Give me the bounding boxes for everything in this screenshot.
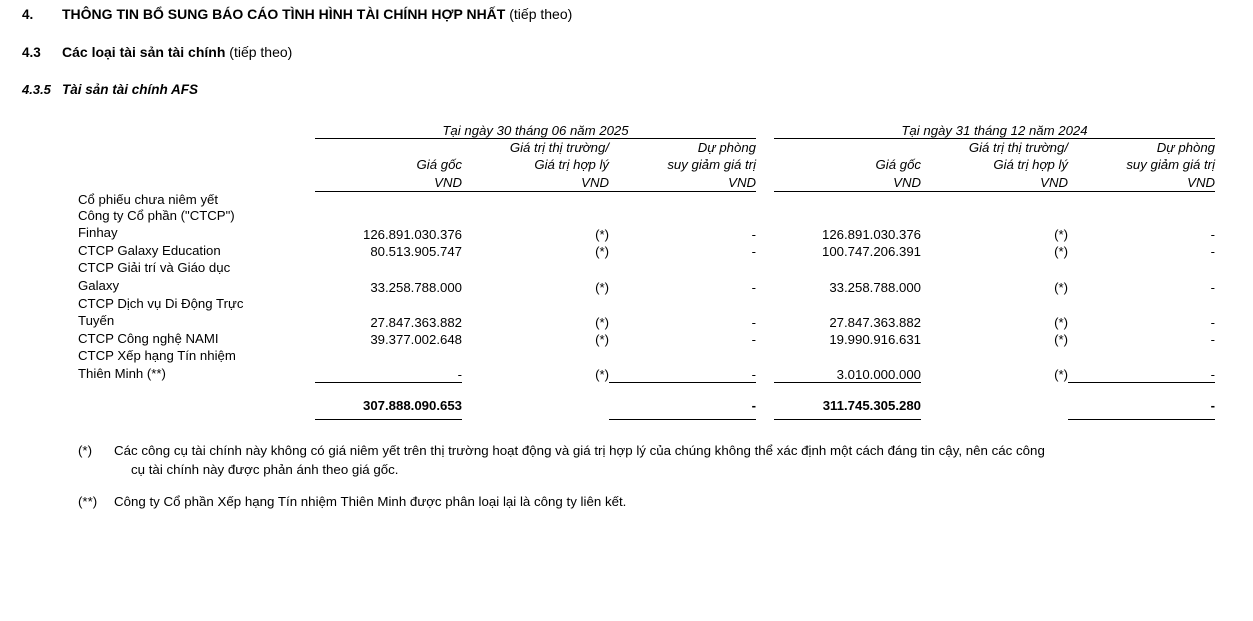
col-header-provision-2025 (609, 139, 756, 192)
galaxy-education-cost-2025: 80.513.905.747 (370, 244, 462, 260)
section-heading-4-3 (0, 44, 1253, 60)
table-row (78, 330, 1215, 348)
galaxy-education-market-2024: (*) (1054, 244, 1068, 260)
row-label-galaxy-entertainment-line1: CTCP Giải trí và Giáo dục (78, 260, 231, 276)
table-row (78, 259, 1215, 294)
nami-market-2024: (*) (1054, 332, 1068, 348)
row-label-finhay-line2: Finhay (78, 225, 118, 241)
momo-cost-2024: 27.847.363.882 (829, 314, 921, 330)
galaxy-education-market-2025: (*) (595, 244, 609, 260)
total-label (78, 389, 315, 415)
total-cost-2025: 307.888.090.653 (362, 397, 462, 413)
col-header-market-2024-unit: VND (1040, 174, 1068, 190)
thien-minh-provision-2024: - (1210, 366, 1215, 382)
total-row (78, 389, 1215, 415)
footnote-body-1 (114, 442, 1193, 480)
momo-market-2024: (*) (1054, 314, 1068, 330)
footnote-marker-1: (*) (78, 442, 93, 458)
footnote-double-star (78, 493, 1193, 512)
row-label-finhay (78, 207, 315, 242)
footnotes (0, 442, 1253, 513)
row-label-thien-minh-line2: Thiên Minh (**) (78, 365, 166, 381)
finhay-market-2025: (*) (595, 226, 609, 242)
finhay-market-2024: (*) (1054, 226, 1068, 242)
col-header-cost-2024 (774, 139, 921, 192)
total-market-2025 (462, 389, 609, 415)
col-header-cost-2024-line1: Giá gốc (875, 157, 921, 173)
heading-suffix-4: (tiếp theo) (505, 6, 573, 22)
galaxy-entertainment-provision-2025: - (751, 279, 756, 295)
row-label-giai-tri-giao-duc-galaxy (78, 259, 315, 294)
document-page (0, 6, 1253, 621)
table-row (78, 242, 1215, 260)
heading-title-4-3: Các loại tài sản tài chính (62, 44, 226, 60)
total-market-2024 (921, 389, 1068, 415)
total-bottom-rule-row (78, 415, 1215, 420)
galaxy-entertainment-market-2025: (*) (595, 279, 609, 295)
heading-suffix-4-3: (tiếp theo) (225, 44, 293, 60)
galaxy-entertainment-market-2024: (*) (1054, 279, 1068, 295)
group-title-unlisted-shares: Cổ phiếu chưa niêm yết (78, 191, 219, 207)
galaxy-entertainment-cost-2024: 33.258.788.000 (829, 279, 921, 295)
column-header-row (78, 139, 1215, 192)
galaxy-education-provision-2025: - (751, 244, 756, 260)
thien-minh-market-2025: (*) (595, 367, 609, 383)
nami-cost-2024: 19.990.916.631 (829, 332, 921, 348)
momo-cost-2025: 27.847.363.882 (370, 314, 462, 330)
col-header-market-2025-line1: Giá trị thị trường/ (509, 140, 609, 155)
afs-table-container (0, 123, 1253, 420)
table-row (78, 295, 1215, 330)
footnote-2-line1: Công ty Cổ phần Xếp hạng Tín nhiệm Thiên Minh được phân loại lại là công ty liên kết. (114, 494, 627, 510)
row-label-momo-line2: Tuyến (78, 313, 115, 329)
thien-minh-cost-2024: 3.010.000.000 (836, 366, 921, 382)
thien-minh-market-2024: (*) (1054, 367, 1068, 383)
col-header-market-2024-line1: Giá trị thị trường/ (968, 140, 1068, 155)
col-header-provision-2024 (1068, 139, 1215, 192)
col-header-cost-2025 (315, 139, 462, 192)
col-header-market-2025-line2: Giá trị hợp lý (534, 157, 609, 173)
galaxy-education-cost-2024: 100.747.206.391 (821, 244, 921, 260)
col-header-cost-2024-unit: VND (893, 174, 921, 190)
heading-text-4-3 (62, 44, 292, 60)
nami-provision-2025: - (751, 332, 756, 348)
heading-title-4: THÔNG TIN BỔ SUNG BÁO CÁO TÌNH HÌNH TÀI CHÍNH HỢP NHẤT (62, 6, 506, 22)
footnote-1-line1: Các công cụ tài chính này không có giá niêm yết trên thị trường hoạt động và giá trị hợp lý của chúng không thể xác định một cách đáng tin cậy, nên các công (114, 442, 1045, 458)
table-row (78, 347, 1215, 382)
total-provision-2024: - (1210, 397, 1215, 413)
afs-financial-table (78, 123, 1215, 420)
total-underline-cost-2025 (315, 415, 462, 420)
row-label-thien-minh-line1: CTCP Xếp hạng Tín nhiệm (78, 348, 236, 364)
col-header-market-2024 (921, 139, 1068, 192)
total-underline-provision-2024 (1068, 415, 1215, 420)
period-header-row (78, 123, 1215, 138)
heading-number-4-3-5: 4.3.5 (22, 82, 51, 97)
section-heading-4 (0, 6, 1253, 22)
footnote-1-line2: cụ tài chính này được phản ánh theo giá gốc. (131, 461, 399, 477)
heading-number-4: 4. (22, 7, 34, 22)
period-header-2025: Tại ngày 30 tháng 06 năm 2025 (442, 123, 629, 138)
momo-market-2025: (*) (595, 314, 609, 330)
row-label-finhay-line1: Công ty Cổ phần ("CTCP") (78, 207, 235, 223)
row-label-nami: CTCP Công nghệ NAMI (78, 330, 219, 346)
finhay-cost-2025: 126.891.030.376 (362, 226, 462, 242)
col-header-provision-2025-line2: suy giảm giá trị (667, 157, 756, 173)
row-label-momo-line1: CTCP Dịch vụ Di Động Trực (78, 295, 244, 311)
period-header-2024: Tại ngày 31 tháng 12 năm 2024 (901, 123, 1088, 138)
heading-text-4 (62, 6, 572, 22)
finhay-provision-2024: - (1210, 226, 1215, 242)
thien-minh-provision-2025: - (751, 366, 756, 382)
col-header-provision-2025-line1: Dự phòng (697, 140, 756, 155)
footnote-body-2 (114, 493, 1193, 512)
finhay-cost-2024: 126.891.030.376 (821, 226, 921, 242)
galaxy-education-provision-2024: - (1210, 244, 1215, 260)
total-underline-cost-2024 (774, 415, 921, 420)
finhay-provision-2025: - (751, 226, 756, 242)
nami-market-2025: (*) (595, 332, 609, 348)
table-row (78, 207, 1215, 242)
row-label-thien-minh (78, 347, 315, 382)
col-header-provision-2024-line2: suy giảm giá trị (1126, 157, 1215, 173)
galaxy-entertainment-provision-2024: - (1210, 279, 1215, 295)
section-heading-4-3-5 (0, 82, 1253, 97)
footnote-single-star (78, 442, 1193, 480)
thien-minh-cost-2025: - (457, 366, 462, 382)
col-header-cost-2025-line1: Giá gốc (416, 157, 462, 173)
col-header-market-2025-unit: VND (581, 174, 609, 190)
nami-provision-2024: - (1210, 332, 1215, 348)
footnote-marker-2: (**) (78, 494, 98, 510)
row-label-galaxy-education: CTCP Galaxy Education (78, 242, 221, 258)
total-cost-2024: 311.745.305.280 (822, 397, 921, 413)
col-header-market-2024-line2: Giá trị hợp lý (993, 157, 1068, 173)
row-label-galaxy-entertainment-line2: Galaxy (78, 277, 120, 293)
total-underline-provision-2025 (609, 415, 756, 420)
col-header-provision-2025-unit: VND (728, 174, 756, 190)
col-header-provision-2024-unit: VND (1187, 174, 1215, 190)
momo-provision-2024: - (1210, 314, 1215, 330)
col-header-market-2025 (462, 139, 609, 192)
col-header-provision-2024-line1: Dự phòng (1156, 140, 1215, 155)
total-provision-2025: - (751, 397, 756, 413)
heading-number-4-3: 4.3 (22, 45, 41, 60)
col-header-cost-2025-unit: VND (434, 174, 462, 190)
nami-cost-2025: 39.377.002.648 (370, 332, 462, 348)
row-label-dich-vu-di-dong-truc-tuyen (78, 295, 315, 330)
galaxy-entertainment-cost-2025: 33.258.788.000 (370, 279, 462, 295)
momo-provision-2025: - (751, 314, 756, 330)
group-title-row (78, 192, 1215, 207)
heading-text-4-3-5: Tài sản tài chính AFS (62, 82, 199, 97)
